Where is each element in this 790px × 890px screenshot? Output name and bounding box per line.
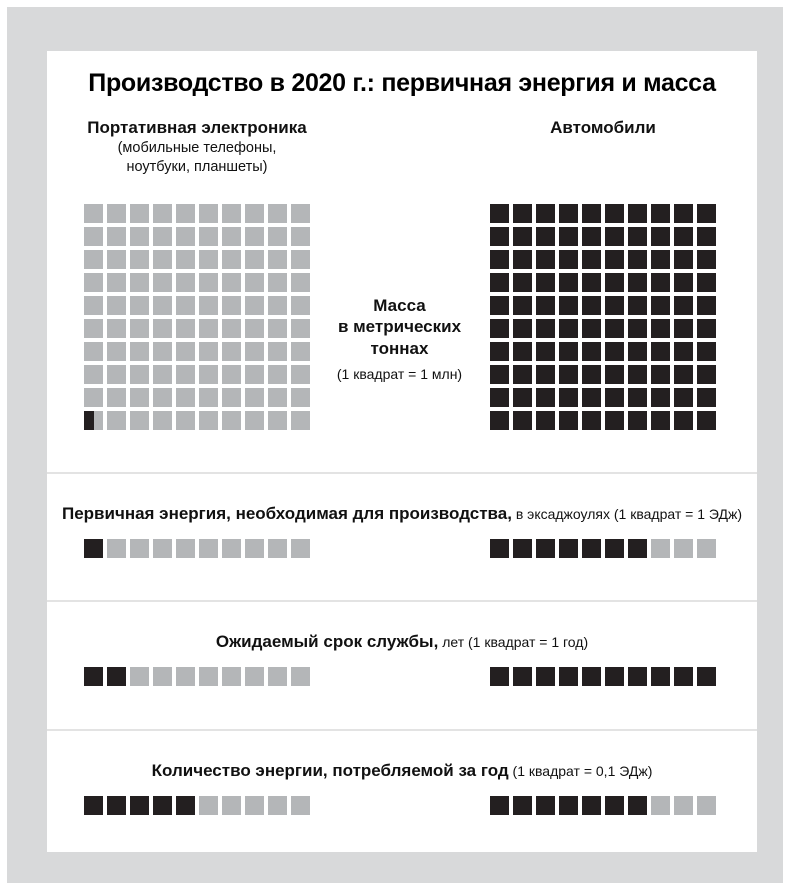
waffle-square: [84, 342, 103, 361]
waffle-square: [582, 365, 601, 384]
waffle-square: [268, 250, 287, 269]
waffle-square: [199, 411, 218, 430]
waffle-square: [291, 388, 310, 407]
waffle-square: [291, 342, 310, 361]
waffle-square: [268, 204, 287, 223]
waffle-square: [674, 273, 693, 292]
waffle-square: [605, 204, 624, 223]
waffle-square: [176, 539, 195, 558]
waffle-square: [245, 204, 264, 223]
lifespan-heading-note: лет (1 квадрат = 1 год): [438, 634, 589, 650]
waffle-square: [651, 388, 670, 407]
waffle-square: [513, 388, 532, 407]
waffle-square: [513, 273, 532, 292]
waffle-square: [674, 227, 693, 246]
waffle-square: [697, 250, 716, 269]
waffle-square: [490, 411, 509, 430]
waffle-square: [628, 250, 647, 269]
annual-energy-heading-note: (1 квадрат = 0,1 ЭДж): [508, 763, 653, 779]
waffle-square: [176, 227, 195, 246]
waffle-square: [559, 204, 578, 223]
waffle-square: [697, 227, 716, 246]
waffle-square: [674, 667, 693, 686]
waffle-square: [536, 388, 555, 407]
waffle-square: [697, 411, 716, 430]
waffle-square: [245, 319, 264, 338]
waffle-square: [513, 411, 532, 430]
waffle-square: [697, 539, 716, 558]
waffle-square: [559, 319, 578, 338]
waffle-square: [245, 227, 264, 246]
waffle-square: [199, 667, 218, 686]
waffle-square: [697, 319, 716, 338]
waffle-square: [605, 388, 624, 407]
waffle-square: [651, 296, 670, 315]
waffle-square: [559, 227, 578, 246]
waffle-square: [582, 273, 601, 292]
waffle-square: [536, 250, 555, 269]
waffle-square: [536, 204, 555, 223]
waffle-square: [674, 411, 693, 430]
annual-energy-waffle-cars: [490, 796, 716, 815]
waffle-square: [697, 667, 716, 686]
waffle-square: [536, 539, 555, 558]
waffle-square: [245, 539, 264, 558]
waffle-square: [176, 796, 195, 815]
waffle-square: [176, 273, 195, 292]
waffle-square: [130, 388, 149, 407]
waffle-square: [697, 296, 716, 315]
infographic-card: [47, 51, 757, 852]
waffle-square: [605, 667, 624, 686]
waffle-square: [107, 319, 126, 338]
waffle-square: [291, 319, 310, 338]
waffle-square: [559, 250, 578, 269]
waffle-square: [291, 296, 310, 315]
waffle-square: [107, 273, 126, 292]
primary-energy-rows: [47, 539, 757, 558]
waffle-square: [245, 250, 264, 269]
waffle-square: [490, 667, 509, 686]
waffle-square: [697, 273, 716, 292]
waffle-square: [559, 342, 578, 361]
waffle-square: [559, 539, 578, 558]
waffle-square: [490, 388, 509, 407]
waffle-square: [674, 250, 693, 269]
waffle-square: [490, 342, 509, 361]
waffle-square: [605, 250, 624, 269]
waffle-square: [536, 273, 555, 292]
primary-energy-heading-note: в эксаджоулях (1 квадрат = 1 ЭДж): [511, 506, 742, 522]
waffle-square: [582, 411, 601, 430]
waffle-square: [291, 227, 310, 246]
waffle-square: [628, 539, 647, 558]
waffle-square: [199, 227, 218, 246]
waffle-square: [605, 273, 624, 292]
waffle-square: [628, 204, 647, 223]
waffle-square: [199, 319, 218, 338]
waffle-square: [268, 365, 287, 384]
waffle-square: [268, 539, 287, 558]
waffle-square: [176, 411, 195, 430]
waffle-square: [291, 365, 310, 384]
waffle-square: [582, 539, 601, 558]
waffle-square: [130, 411, 149, 430]
lifespan-rows: [47, 667, 757, 686]
waffle-square: [222, 539, 241, 558]
waffle-square: [582, 796, 601, 815]
waffle-square: [153, 319, 172, 338]
waffle-square: [84, 296, 103, 315]
waffle-square: [559, 667, 578, 686]
primary-energy-waffle-electronics: [84, 539, 310, 558]
waffle-square: [513, 250, 532, 269]
mass-waffle-cars: [490, 204, 716, 430]
waffle-square: [605, 411, 624, 430]
waffle-square: [651, 342, 670, 361]
waffle-square: [268, 273, 287, 292]
waffle-square: [291, 667, 310, 686]
waffle-square: [245, 796, 264, 815]
waffle-square: [513, 667, 532, 686]
electronics-subtitle-line1: (мобильные телефоны,: [117, 140, 277, 157]
waffle-square: [291, 273, 310, 292]
waffle-square: [199, 539, 218, 558]
waffle-square: [222, 342, 241, 361]
waffle-square: [674, 388, 693, 407]
waffle-square: [651, 796, 670, 815]
waffle-square: [651, 539, 670, 558]
waffle-square: [628, 342, 647, 361]
waffle-square: [130, 796, 149, 815]
waffle-square: [651, 250, 670, 269]
waffle-square: [291, 411, 310, 430]
waffle-square: [222, 667, 241, 686]
waffle-square: [153, 411, 172, 430]
waffle-square: [176, 296, 195, 315]
mass-label-line2: в метрических: [337, 317, 462, 337]
waffle-square: [153, 365, 172, 384]
waffle-square: [513, 204, 532, 223]
column-header-electronics: [84, 117, 310, 177]
column-header-cars: [490, 117, 716, 139]
electronics-title: Портативная электроника: [87, 118, 307, 137]
waffle-square: [153, 796, 172, 815]
waffle-square: [291, 796, 310, 815]
waffle-square: [536, 319, 555, 338]
waffle-square: [628, 227, 647, 246]
waffle-square: [107, 296, 126, 315]
waffle-square: [153, 204, 172, 223]
waffle-square: [245, 388, 264, 407]
waffle-square: [245, 342, 264, 361]
waffle-square: [199, 273, 218, 292]
waffle-square: [176, 204, 195, 223]
annual-energy-waffle-electronics: [84, 796, 310, 815]
annual-energy-heading: [47, 731, 757, 781]
waffle-square: [628, 273, 647, 292]
waffle-square: [84, 411, 103, 430]
waffle-square: [513, 796, 532, 815]
waffle-square: [628, 796, 647, 815]
waffle-square: [199, 796, 218, 815]
waffle-square: [582, 227, 601, 246]
lifespan-waffle-cars: [490, 667, 716, 686]
waffle-square: [651, 204, 670, 223]
waffle-square: [559, 273, 578, 292]
waffle-square: [130, 539, 149, 558]
page-background: [7, 7, 783, 883]
waffle-square: [130, 365, 149, 384]
mass-unit-note: (1 квадрат = 1 млн): [336, 365, 463, 382]
waffle-square: [582, 388, 601, 407]
waffle-square: [536, 667, 555, 686]
waffle-square: [222, 204, 241, 223]
waffle-square: [674, 796, 693, 815]
waffle-square: [199, 388, 218, 407]
waffle-square: [199, 296, 218, 315]
waffle-square: [651, 667, 670, 686]
waffle-square: [559, 411, 578, 430]
waffle-square: [628, 296, 647, 315]
annual-energy-rows: [47, 796, 757, 815]
waffle-square: [222, 388, 241, 407]
waffle-square: [582, 319, 601, 338]
waffle-square: [268, 388, 287, 407]
waffle-square: [107, 365, 126, 384]
waffle-square: [199, 250, 218, 269]
waffle-square: [84, 250, 103, 269]
waffle-square: [513, 296, 532, 315]
waffle-square: [130, 342, 149, 361]
waffle-square: [651, 227, 670, 246]
waffle-square: [605, 539, 624, 558]
waffle-square: [107, 667, 126, 686]
waffle-square: [559, 365, 578, 384]
waffle-square: [222, 273, 241, 292]
waffle-square: [582, 296, 601, 315]
waffle-square: [84, 539, 103, 558]
waffle-square: [130, 204, 149, 223]
waffle-square: [176, 319, 195, 338]
waffle-square: [291, 204, 310, 223]
waffle-square: [268, 667, 287, 686]
waffle-square: [605, 319, 624, 338]
waffle-square: [559, 388, 578, 407]
waffle-square: [582, 204, 601, 223]
waffle-square: [651, 273, 670, 292]
waffle-square: [153, 227, 172, 246]
waffle-square: [107, 388, 126, 407]
waffle-square: [651, 365, 670, 384]
waffle-square: [628, 388, 647, 407]
waffle-square: [582, 342, 601, 361]
waffle-square: [582, 250, 601, 269]
section-mass: [47, 51, 757, 472]
page-title: Производство в 2020 г.: первичная энергия и масса: [88, 69, 716, 97]
waffle-square: [130, 227, 149, 246]
waffle-square: [222, 227, 241, 246]
waffle-square: [199, 204, 218, 223]
waffle-square: [222, 365, 241, 384]
waffle-square: [84, 204, 103, 223]
waffle-square: [84, 796, 103, 815]
primary-energy-heading: [47, 474, 757, 524]
waffle-square: [222, 319, 241, 338]
waffle-square: [153, 539, 172, 558]
waffle-square: [130, 296, 149, 315]
waffle-square: [84, 365, 103, 384]
waffle-square: [513, 365, 532, 384]
waffle-square: [605, 796, 624, 815]
waffle-square: [490, 227, 509, 246]
waffle-square: [513, 342, 532, 361]
waffle-square: [222, 796, 241, 815]
section-lifespan: [47, 602, 757, 729]
waffle-square: [513, 227, 532, 246]
lifespan-waffle-electronics: [84, 667, 310, 686]
waffle-square-partial-fill: [84, 411, 94, 430]
waffle-square: [130, 319, 149, 338]
waffle-square: [291, 250, 310, 269]
waffle-square: [490, 273, 509, 292]
waffle-square: [199, 342, 218, 361]
waffle-square: [674, 319, 693, 338]
waffle-square: [490, 796, 509, 815]
section-annual-energy: [47, 731, 757, 852]
waffle-square: [513, 539, 532, 558]
waffle-square: [153, 273, 172, 292]
mass-label-line1: Масса: [373, 296, 426, 315]
waffle-square: [107, 539, 126, 558]
mass-label-line3: тоннах: [370, 338, 429, 358]
waffle-square: [628, 667, 647, 686]
waffle-square: [605, 227, 624, 246]
waffle-square: [490, 365, 509, 384]
waffle-square: [674, 204, 693, 223]
waffle-square: [176, 342, 195, 361]
waffle-square: [490, 539, 509, 558]
waffle-square: [536, 342, 555, 361]
waffle-square: [222, 250, 241, 269]
waffle-square: [84, 227, 103, 246]
waffle-square: [536, 227, 555, 246]
waffle-square: [674, 365, 693, 384]
waffle-square: [628, 319, 647, 338]
waffle-square: [536, 296, 555, 315]
waffle-square: [107, 342, 126, 361]
waffle-square: [268, 227, 287, 246]
annual-energy-heading-bold: Количество энергии, потребляемой за год: [151, 761, 509, 780]
waffle-square: [107, 204, 126, 223]
waffle-square: [245, 273, 264, 292]
waffle-square: [651, 411, 670, 430]
waffle-square: [222, 296, 241, 315]
cars-title: Автомобили: [550, 118, 656, 137]
waffle-square: [674, 539, 693, 558]
waffle-square: [199, 365, 218, 384]
waffle-square: [268, 796, 287, 815]
section-primary-energy: [47, 474, 757, 600]
waffle-square: [559, 296, 578, 315]
waffle-square: [153, 667, 172, 686]
waffle-square: [153, 250, 172, 269]
waffle-square: [107, 227, 126, 246]
waffle-square: [84, 388, 103, 407]
electronics-subtitle-line2: ноутбуки, планшеты): [126, 158, 268, 175]
waffle-square: [176, 365, 195, 384]
waffle-square: [107, 411, 126, 430]
waffle-square: [176, 250, 195, 269]
waffle-square: [605, 342, 624, 361]
waffle-square: [268, 342, 287, 361]
waffle-square: [582, 667, 601, 686]
waffle-square: [245, 667, 264, 686]
mass-unit-label: [309, 295, 490, 382]
waffle-square: [674, 296, 693, 315]
waffle-square: [291, 539, 310, 558]
waffle-square: [176, 667, 195, 686]
waffle-square: [513, 319, 532, 338]
waffle-square: [130, 273, 149, 292]
primary-energy-heading-bold: Первичная энергия, необходимая для производства,: [61, 504, 512, 523]
waffle-square: [697, 365, 716, 384]
waffle-square: [651, 319, 670, 338]
waffle-square: [559, 796, 578, 815]
lifespan-heading: [47, 602, 757, 652]
waffle-square: [153, 296, 172, 315]
waffle-square: [84, 273, 103, 292]
waffle-square: [490, 204, 509, 223]
waffle-square: [536, 365, 555, 384]
waffle-square: [268, 319, 287, 338]
waffle-square: [222, 411, 241, 430]
waffle-square: [268, 296, 287, 315]
waffle-square: [697, 388, 716, 407]
waffle-square: [490, 296, 509, 315]
waffle-square: [176, 388, 195, 407]
waffle-square: [628, 365, 647, 384]
waffle-square: [628, 411, 647, 430]
waffle-square: [245, 296, 264, 315]
waffle-square: [490, 250, 509, 269]
waffle-square: [697, 342, 716, 361]
waffle-square: [674, 342, 693, 361]
waffle-square: [245, 411, 264, 430]
lifespan-heading-bold: Ожидаемый срок службы,: [215, 632, 439, 651]
waffle-square: [697, 204, 716, 223]
waffle-square: [130, 667, 149, 686]
waffle-square: [268, 411, 287, 430]
waffle-square: [697, 796, 716, 815]
waffle-square: [490, 319, 509, 338]
waffle-square: [153, 388, 172, 407]
primary-energy-waffle-cars: [490, 539, 716, 558]
waffle-square: [605, 296, 624, 315]
waffle-square: [84, 667, 103, 686]
waffle-square: [245, 365, 264, 384]
waffle-square: [153, 342, 172, 361]
mass-waffle-electronics: [84, 204, 310, 430]
waffle-square: [84, 319, 103, 338]
waffle-square: [536, 411, 555, 430]
waffle-square: [536, 796, 555, 815]
waffle-square: [107, 796, 126, 815]
waffle-square: [605, 365, 624, 384]
waffle-square: [130, 250, 149, 269]
waffle-square: [107, 250, 126, 269]
